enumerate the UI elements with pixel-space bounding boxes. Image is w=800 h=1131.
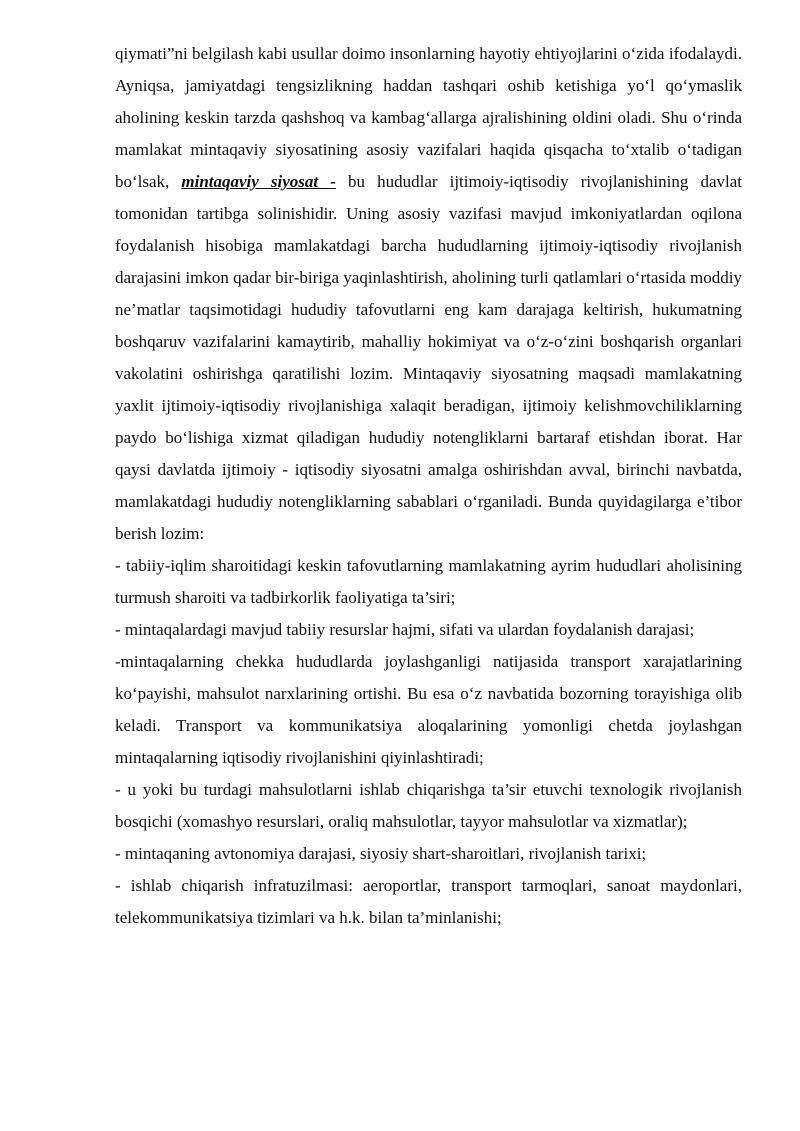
list-item: - ishlab chiqarish infratuzilmasi: aeroportlar, transport tarmoqlari, sanoat maydonlari, telekommunikatsiya tizimlari va h.k. bilan ta’minlanishi; xyxy=(115,876,742,927)
list-item: -mintaqalarning chekka hududlarda joylashganligi natijasida transport xarajatlarining ko‘payishi, mahsulot narxlarining ortishi. Bu esa o‘z navbatida bozorning torayishiga olib keladi. Transport va kommunikatsiya aloqalarining yomonligi chetda joylashgan mintaqalarning iqtisodiy rivojlanishini qiyinlashtiradi; xyxy=(115,652,742,767)
intro-text-part2: bu hududlar ijtimoiy-iqtisodiy rivojlanishining davlat tomonidan tartibga solinishidir. Uning asosiy vazifasi mavjud imkoniyatlardan oqilona foydalanish hisobiga mamlakatdagi barcha hududlarning ijtimoiy-iqtisodiy rivojlanish darajasini imkon qadar bir-biriga yaqinlashtirish, aholining turli qatlamlari o‘rtasida moddiy ne’matlar taqsimotidagi hududiy tafovutlarni eng kam darajaga keltirish, hukumatning boshqaruv vazifalarini kamaytirib, mahalliy hokimiyat va o‘z-o‘zini boshqarish organlari vakolatini oshirishga qaratilishi lozim. Mintaqaviy siyosatning maqsadi mamlakatning yaxlit ijtimoiy-iqtisodiy rivojlanishiga xalaqit beradigan, ijtimoiy kelishmovchiliklarning paydo bo‘lishiga xizmat qiladigan hududiy notengliklarni bartaraf etishdan iborat. Har qaysi davlatda ijtimoiy - iqtisodiy siyosatni amalga oshirishdan avval, birinchi navbatda, mamlakatdagi hududiy notengliklarning sabablari o‘rganiladi. Bunda quyidagilarga e’tibor berish lozim: xyxy=(115,172,743,543)
list-item: - mintaqaning avtonomiya darajasi, siyosiy shart-sharoitlari, rivojlanish tarixi; xyxy=(115,844,647,863)
list-item: - u yoki bu turdagi mahsulotlarni ishlab chiqarishga ta’sir etuvchi texnologik rivojlanish bosqichi (xomashyo resurslari, oraliq mahsulotlar, tayyor mahsulotlar va xizmatlar); xyxy=(115,780,742,831)
list-item: - mintaqalardagi mavjud tabiiy resurslar hajmi, sifati va ulardan foydalanish darajasi; xyxy=(115,620,695,639)
list-item: - tabiiy-iqlim sharoitidagi keskin tafovutlarning mamlakatning ayrim hududlari aholisining turmush sharoiti va tadbirkorlik faoliyatiga ta’siri; xyxy=(115,556,742,607)
document-body xyxy=(115,38,742,934)
term-mintaqaviy-siyosat: mintaqaviy siyosat - xyxy=(181,172,336,191)
intro-text-part1: qiymati”ni belgilash kabi usullar doimo insonlarning hayotiy ehtiyojlarini o‘zida ifodalaydi. Ayniqsa, jamiyatdagi tengsizlikning haddan tashqari oshib ketishiga yo‘l qo‘ymaslik aholining keskin tarzda qashshoq va kambag‘allarga ajralishining oldini oladi. Shu o‘rinda mamlakat mintaqaviy siyosatining asosiy vazifalari haqida qisqacha to‘xtalib o‘tadigan bo‘lsak, xyxy=(115,44,742,191)
intro-paragraph xyxy=(115,38,742,550)
